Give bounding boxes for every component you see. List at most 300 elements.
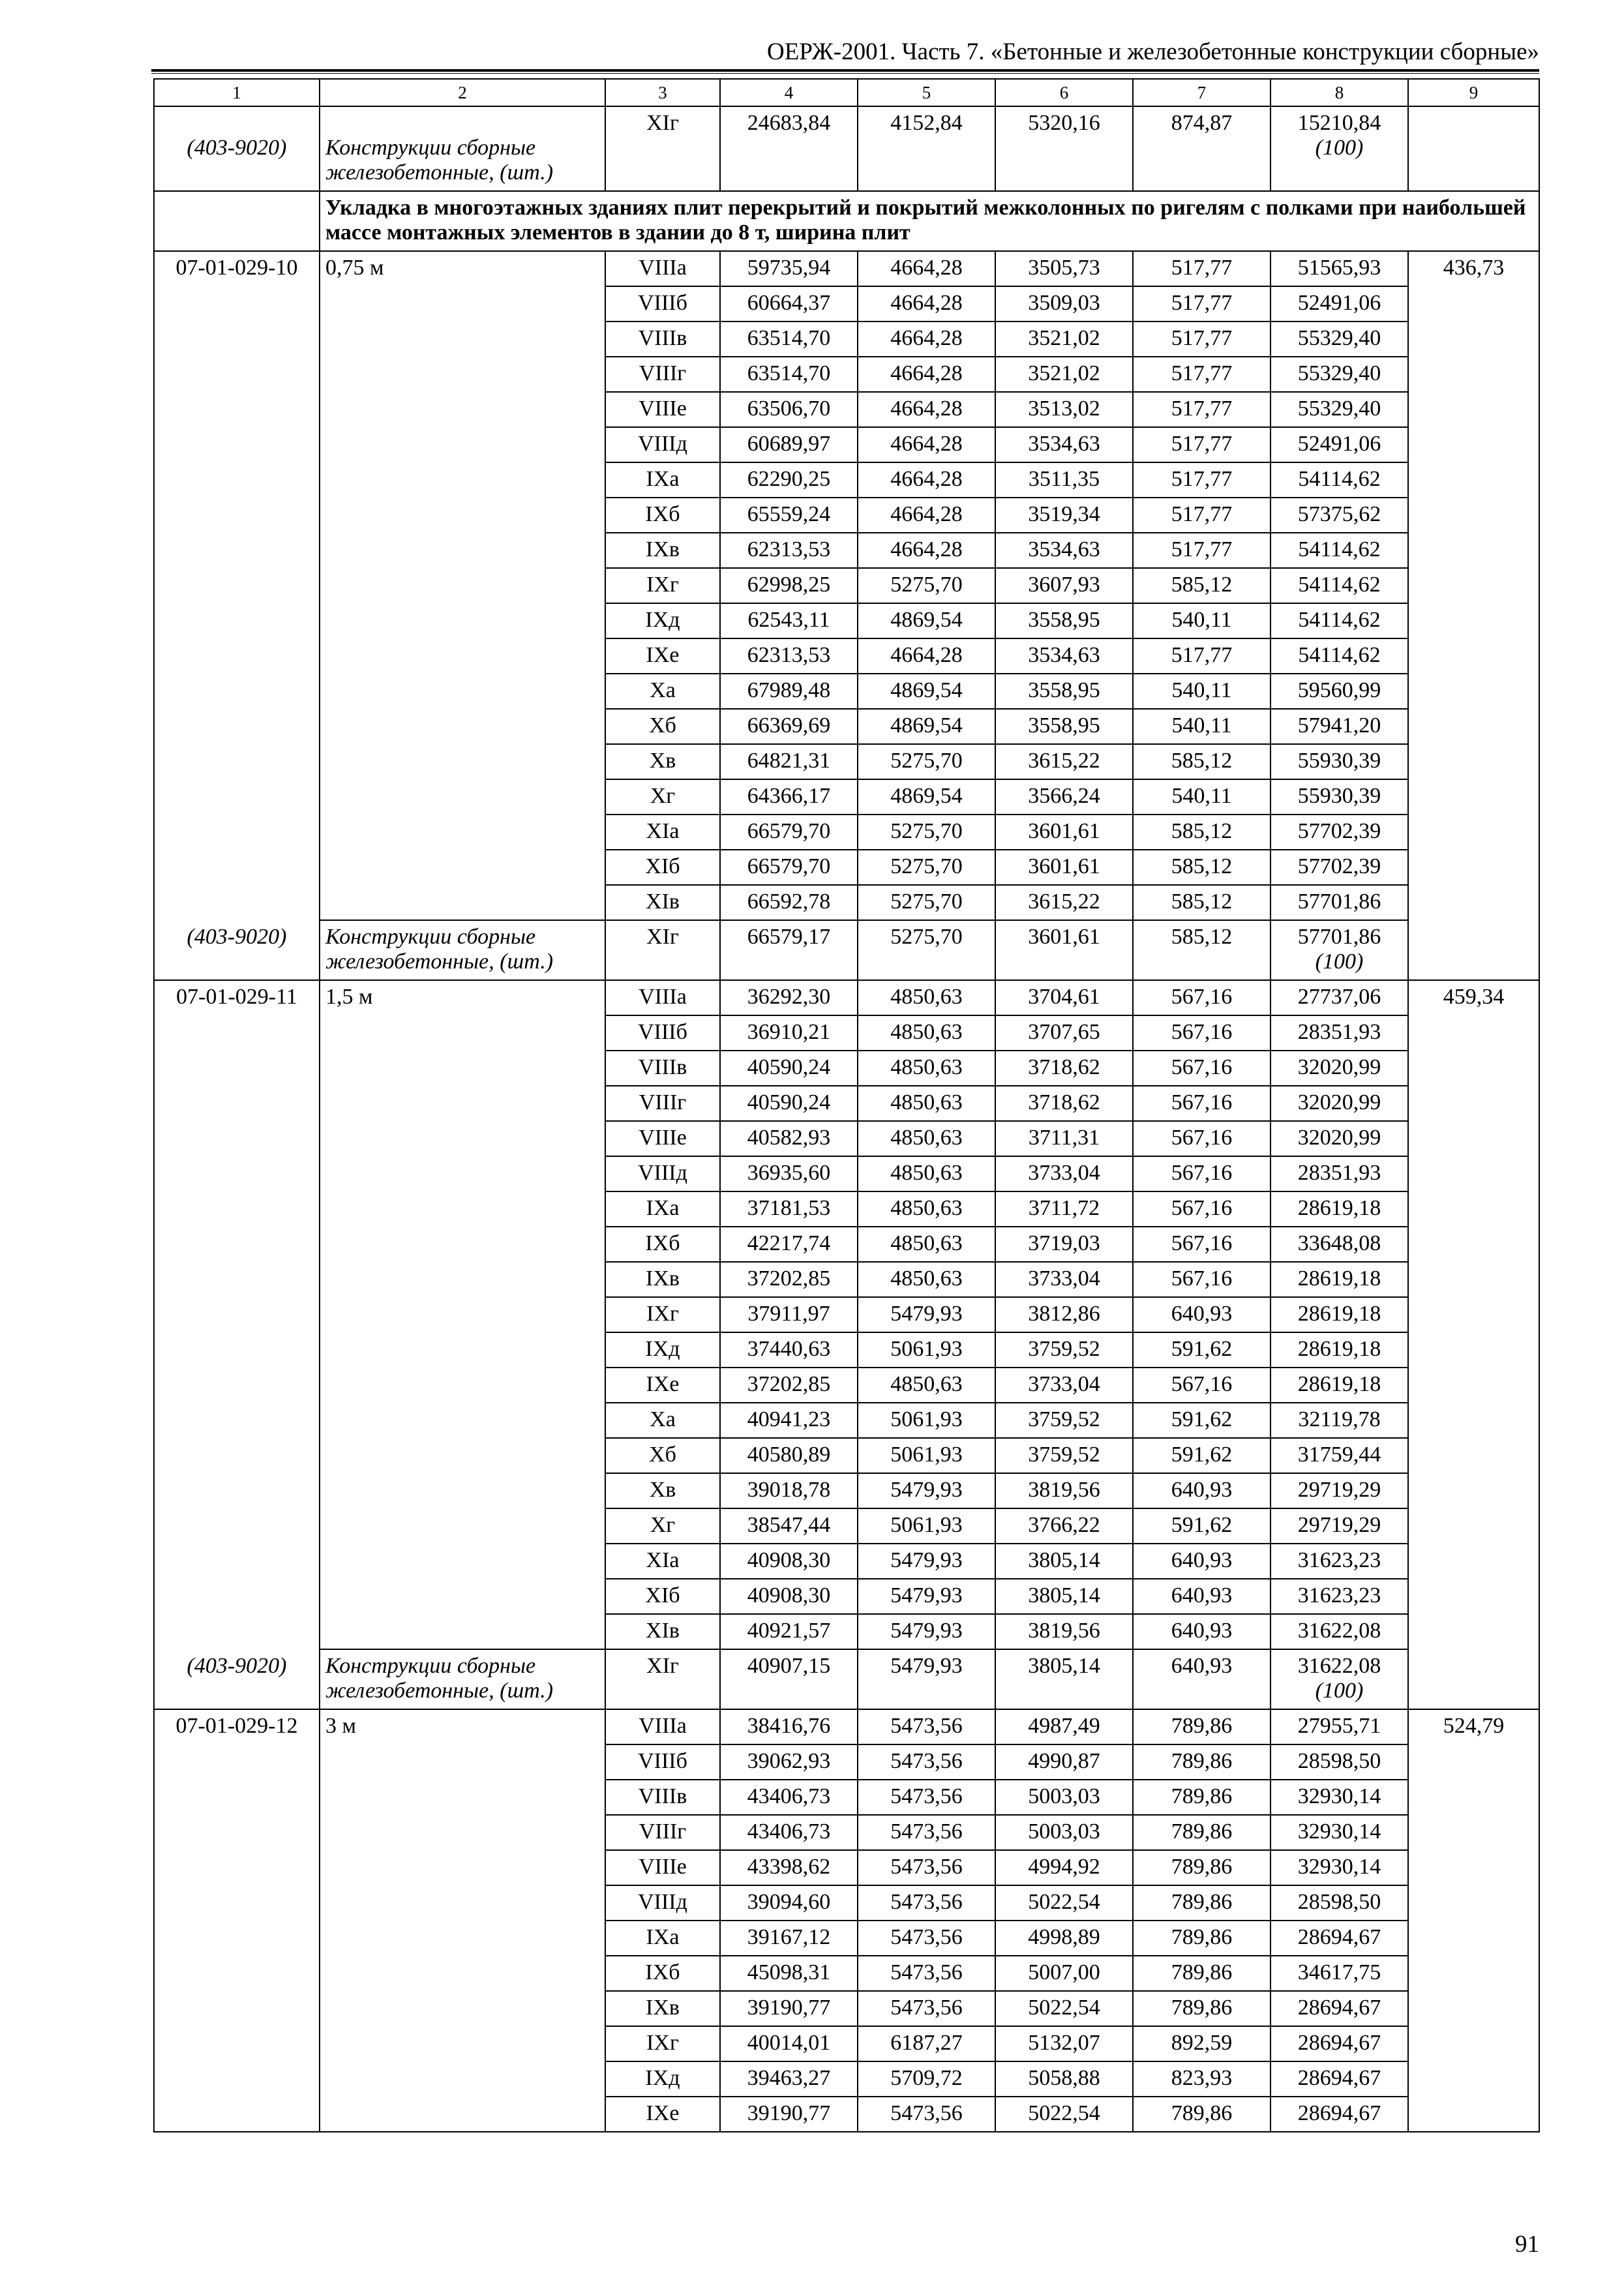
value-cell: 3759,52 [995,1403,1133,1438]
region-cell: XIг [605,1649,720,1709]
rate-name: 0,75 м [325,256,384,280]
value-cell: 39094,60 [720,1885,858,1921]
value-cell: 37202,85 [720,1262,858,1297]
region-cell: VIIIд [605,427,720,462]
value-cell: 54114,62 [1271,533,1408,568]
material-name-cell [320,1649,605,1709]
value-cell: 3719,03 [995,1227,1133,1262]
value-cell: 57375,62 [1271,498,1408,533]
region-cell: VIIIв [605,322,720,357]
value-cell: 585,12 [1133,815,1271,850]
region-cell: IXв [605,1991,720,2026]
value-cell: 3521,02 [995,357,1133,392]
value-cell: 27737,06 [1271,980,1408,1015]
value-cell: 67989,48 [720,674,858,709]
region-cell: IXв [605,533,720,568]
value-cell: 5132,07 [995,2026,1133,2061]
value-cell: 4998,89 [995,1921,1133,1956]
value-cell: 5061,93 [858,1508,995,1544]
value-cell: 591,62 [1133,1438,1271,1473]
value-cell: 789,86 [1133,1815,1271,1850]
value-cell: 4664,28 [858,498,995,533]
value: 57701,86 [1297,925,1381,949]
value-cell: 38547,44 [720,1508,858,1544]
value-cell: 5320,16 [995,106,1133,191]
region-cell: XIб [605,850,720,885]
region-cell: XIа [605,815,720,850]
value-cell: 5473,56 [858,1991,995,2026]
value-cell: 28694,67 [1271,2026,1408,2061]
value-cell: 32119,78 [1271,1403,1408,1438]
value-cell: 4990,87 [995,1744,1133,1780]
ref-code: (403-9020) [187,136,287,160]
value-cell: 3601,61 [995,815,1133,850]
value-cell: 3812,86 [995,1297,1133,1332]
region-cell: VIIIа [605,980,720,1015]
value-cell: 4987,49 [995,1709,1133,1744]
material-qty: (100) [1315,136,1364,160]
value-cell: 28619,18 [1271,1191,1408,1227]
value-cell: 60664,37 [720,286,858,322]
value-cell: 567,16 [1133,1191,1271,1227]
region-cell: IXа [605,1921,720,1956]
value-cell: 585,12 [1133,568,1271,603]
region-cell: Xб [605,709,720,744]
region-cell: IXб [605,498,720,533]
value-cell: 4850,63 [858,1121,995,1156]
value-cell: 5479,93 [858,1473,995,1508]
region-cell: XIг [605,920,720,980]
empty-cell [154,191,320,251]
value-cell: 517,77 [1133,638,1271,674]
value-cell: 4869,54 [858,709,995,744]
value-cell: 3805,14 [995,1649,1133,1709]
value-cell: 40908,30 [720,1544,858,1579]
value-cell: 39190,77 [720,2097,858,2132]
value-cell: 5473,56 [858,1850,995,1885]
rate-code-cell [154,1709,320,2132]
value-cell: 3607,93 [995,568,1133,603]
value-cell: 4850,63 [858,1051,995,1086]
value-cell: 5275,70 [858,920,995,980]
value-cell: 40590,24 [720,1051,858,1086]
value-cell: 585,12 [1133,885,1271,920]
region-cell: Xа [605,674,720,709]
carry-over-row [154,106,1539,191]
value-cell: 585,12 [1133,744,1271,779]
value-cell: 5275,70 [858,744,995,779]
value-cell: 517,77 [1133,498,1271,533]
region-cell: VIIIб [605,286,720,322]
value-cell: 517,77 [1133,462,1271,498]
region-cell: IXг [605,2026,720,2061]
value-cell: 32930,14 [1271,1815,1408,1850]
region-cell: VIIIа [605,251,720,286]
value-cell: 66592,78 [720,885,858,920]
value-cell: 45098,31 [720,1956,858,1991]
value-cell: 4664,28 [858,251,995,286]
value-cell: 66579,17 [720,920,858,980]
value-cell: 4850,63 [858,1262,995,1297]
value-cell: 4664,28 [858,638,995,674]
region-cell: VIIIд [605,1156,720,1191]
column-number-row [154,79,1539,106]
material-name: Конструкции сборные железобетонные, (шт.) [325,1654,554,1703]
region-cell: VIIIе [605,392,720,427]
value-cell: 5473,56 [858,1744,995,1780]
value-cell: 3558,95 [995,603,1133,638]
value-cell: 63506,70 [720,392,858,427]
value-cell: 54114,62 [1271,462,1408,498]
value-cell: 32930,14 [1271,1780,1408,1815]
region-cell: IXд [605,1332,720,1368]
value-cell: 640,93 [1133,1544,1271,1579]
value-cell: 31759,44 [1271,1438,1408,1473]
value-cell: 3759,52 [995,1438,1133,1473]
region-cell: Xб [605,1438,720,1473]
value-cell: 4850,63 [858,1156,995,1191]
value-cell: 28619,18 [1271,1297,1408,1332]
value-cell: 789,86 [1133,1921,1271,1956]
value-cell: 640,93 [1133,1649,1271,1709]
subheading-row [154,191,1539,251]
region-cell: Xг [605,1508,720,1544]
value-cell: 3819,56 [995,1473,1133,1508]
value-cell: 789,86 [1133,1780,1271,1815]
value-cell [1271,920,1408,980]
value-cell: 4869,54 [858,779,995,815]
value-cell: 3707,65 [995,1015,1133,1051]
value-cell: 66369,69 [720,709,858,744]
value-cell: 874,87 [1133,106,1271,191]
value-cell: 28351,93 [1271,1156,1408,1191]
value-cell: 517,77 [1133,357,1271,392]
value-cell: 57941,20 [1271,709,1408,744]
value-cell: 31623,23 [1271,1544,1408,1579]
value-cell: 5473,56 [858,1921,995,1956]
value-cell: 517,77 [1133,427,1271,462]
value-cell: 40907,15 [720,1649,858,1709]
rate-name-cell [320,980,605,1649]
value-cell: 3733,04 [995,1262,1133,1297]
col9-value-cell: 436,73 [1408,251,1539,980]
value-cell: 37440,63 [720,1332,858,1368]
value-cell: 39463,27 [720,2061,858,2097]
value-cell: 567,16 [1133,1227,1271,1262]
region-cell: IXг [605,1297,720,1332]
value-cell: 517,77 [1133,533,1271,568]
value-cell: 51565,93 [1271,251,1408,286]
rate-code: 07-01-029-10 [175,256,298,280]
value-cell: 63514,70 [720,322,858,357]
value-cell: 4994,92 [995,1850,1133,1885]
value-cell: 36935,60 [720,1156,858,1191]
value-cell: 640,93 [1133,1297,1271,1332]
value-cell: 66579,70 [720,850,858,885]
value-cell: 57702,39 [1271,850,1408,885]
value-cell: 567,16 [1133,1262,1271,1297]
region-cell: XIв [605,1614,720,1649]
value-cell: 789,86 [1133,2097,1271,2132]
value-cell: 4850,63 [858,980,995,1015]
value-cell: 32020,99 [1271,1121,1408,1156]
value-cell: 37911,97 [720,1297,858,1332]
region-cell: IXг [605,568,720,603]
value-cell: 3704,61 [995,980,1133,1015]
value-cell: 567,16 [1133,1121,1271,1156]
value-cell: 567,16 [1133,1015,1271,1051]
value-cell: 3733,04 [995,1368,1133,1403]
value-cell: 31623,23 [1271,1579,1408,1614]
value-cell: 4850,63 [858,1227,995,1262]
value-cell: 29719,29 [1271,1508,1408,1544]
value-cell: 37181,53 [720,1191,858,1227]
rate-code-cell [154,980,320,1709]
value-cell: 4664,28 [858,392,995,427]
carry-over-material-cell [320,106,605,191]
value-cell: 32930,14 [1271,1850,1408,1885]
value-cell: 4152,84 [858,106,995,191]
value-cell: 4850,63 [858,1368,995,1403]
ref-code: (403-9020) [187,1654,287,1678]
value-cell: 3505,73 [995,251,1133,286]
value-cell: 517,77 [1133,322,1271,357]
value-cell: 3805,14 [995,1544,1133,1579]
value-cell: 3615,22 [995,744,1133,779]
column-number: 4 [720,79,858,106]
value-cell: 3566,24 [995,779,1133,815]
value-cell: 517,77 [1133,392,1271,427]
value-cell: 892,59 [1133,2026,1271,2061]
col9-value-cell: 459,34 [1408,980,1539,1709]
value-cell: 55329,40 [1271,322,1408,357]
value-cell: 3766,22 [995,1508,1133,1544]
value-cell: 567,16 [1133,1051,1271,1086]
value-cell: 40908,30 [720,1579,858,1614]
region-cell: VIIIб [605,1015,720,1051]
value-cell: 28598,50 [1271,1885,1408,1921]
value-cell: 54114,62 [1271,638,1408,674]
material-name-cell [320,920,605,980]
region-cell: VIIIе [605,1850,720,1885]
value-cell: 789,86 [1133,1885,1271,1921]
value-cell: 4850,63 [858,1191,995,1227]
value-cell: 5058,88 [995,2061,1133,2097]
value: 31622,08 [1297,1654,1381,1678]
value-cell: 5479,93 [858,1649,995,1709]
value-cell: 3509,03 [995,286,1133,322]
value: 15210,84 [1297,111,1381,135]
value-cell: 62543,11 [720,603,858,638]
value-cell: 28694,67 [1271,2061,1408,2097]
value-cell: 39190,77 [720,1991,858,2026]
rate-row [154,1709,1539,1744]
rate-name-cell [320,1709,605,2132]
region-cell: IXа [605,462,720,498]
value-cell: 5473,56 [858,1815,995,1850]
value-cell: 62998,25 [720,568,858,603]
column-number: 1 [154,79,320,106]
value-cell: 62313,53 [720,638,858,674]
value-cell: 32020,99 [1271,1051,1408,1086]
column-number: 8 [1271,79,1408,106]
value-cell: 4869,54 [858,674,995,709]
value-cell: 4850,63 [858,1086,995,1121]
value-cell: 5003,03 [995,1780,1133,1815]
value-cell: 640,93 [1133,1579,1271,1614]
region-cell: IXв [605,1262,720,1297]
value-cell: 28619,18 [1271,1332,1408,1368]
value-cell: 5479,93 [858,1579,995,1614]
value-cell: 5022,54 [995,2097,1133,2132]
value-cell: 5479,93 [858,1297,995,1332]
value-cell: 5061,93 [858,1438,995,1473]
value-cell: 55930,39 [1271,744,1408,779]
value-cell: 55329,40 [1271,392,1408,427]
value-cell: 3718,62 [995,1086,1133,1121]
value-cell: 3733,04 [995,1156,1133,1191]
value-cell: 4664,28 [858,286,995,322]
value-cell: 567,16 [1133,1368,1271,1403]
value-cell: 585,12 [1133,850,1271,885]
value-cell: 64821,31 [720,744,858,779]
ref-code: (403-9020) [187,925,287,949]
value-cell: 3511,35 [995,462,1133,498]
value-cell: 3558,95 [995,674,1133,709]
value-cell: 5479,93 [858,1544,995,1579]
value-cell: 42217,74 [720,1227,858,1262]
value-cell: 54114,62 [1271,603,1408,638]
value-cell: 43398,62 [720,1850,858,1885]
value-cell: 5709,72 [858,2061,995,2097]
value-cell: 789,86 [1133,1850,1271,1885]
region-cell: VIIIв [605,1051,720,1086]
region-cell: Xв [605,744,720,779]
value-cell: 823,93 [1133,2061,1271,2097]
region-cell: IXе [605,2097,720,2132]
value-cell: 52491,06 [1271,286,1408,322]
column-number: 2 [320,79,605,106]
value-cell: 540,11 [1133,779,1271,815]
value-cell: 40582,93 [720,1121,858,1156]
value-cell: 4664,28 [858,462,995,498]
value-cell: 567,16 [1133,980,1271,1015]
value-cell: 39062,93 [720,1744,858,1780]
value-cell: 5473,56 [858,1956,995,1991]
value-cell: 59735,94 [720,251,858,286]
column-number: 5 [858,79,995,106]
rate-code-cell [154,251,320,980]
rate-name: 3 м [325,1714,357,1738]
value-cell: 31622,08 [1271,1614,1408,1649]
value-cell: 5061,93 [858,1332,995,1368]
region-cell: VIIIд [605,1885,720,1921]
value-cell: 57702,39 [1271,815,1408,850]
value-cell: 5479,93 [858,1614,995,1649]
material-name: Конструкции сборные железобетонные, (шт.) [325,925,554,974]
value-cell: 540,11 [1133,674,1271,709]
value-cell: 36292,30 [720,980,858,1015]
value-cell: 65559,24 [720,498,858,533]
value-cell: 3819,56 [995,1614,1133,1649]
value-cell: 36910,21 [720,1015,858,1051]
rate-row [154,980,1539,1015]
material-name: Конструкции сборные железобетонные, (шт.) [325,136,554,185]
value-cell: 28694,67 [1271,1921,1408,1956]
value-cell: 55930,39 [1271,779,1408,815]
value-cell: 37202,85 [720,1368,858,1403]
value-cell: 4869,54 [858,603,995,638]
region-cell: VIIIг [605,1815,720,1850]
value-cell: 5275,70 [858,850,995,885]
column-number: 6 [995,79,1133,106]
value-cell: 24683,84 [720,106,858,191]
value-cell [1271,106,1408,191]
value-cell: 4664,28 [858,533,995,568]
material-qty: (100) [1315,950,1364,974]
rate-code: 07-01-029-11 [176,985,297,1009]
region-cell: IXе [605,1368,720,1403]
col9-value-cell: 524,79 [1408,1709,1539,2132]
value-cell: 3759,52 [995,1332,1133,1368]
value-cell: 55329,40 [1271,357,1408,392]
value-cell: 3558,95 [995,709,1133,744]
value-cell: 5061,93 [858,1403,995,1438]
value-cell: 29719,29 [1271,1473,1408,1508]
value-cell: 43406,73 [720,1815,858,1850]
region-cell: Xа [605,1403,720,1438]
value-cell: 591,62 [1133,1508,1271,1544]
region-cell: Xг [605,779,720,815]
value-cell [1271,1649,1408,1709]
value-cell: 640,93 [1133,1473,1271,1508]
region-cell: IXд [605,2061,720,2097]
material-qty: (100) [1315,1679,1364,1703]
rate-row [154,251,1539,286]
value-cell: 3615,22 [995,885,1133,920]
region-cell: XIа [605,1544,720,1579]
value-cell: 567,16 [1133,1156,1271,1191]
value-cell: 3718,62 [995,1051,1133,1086]
region-cell: Xв [605,1473,720,1508]
value-cell: 39018,78 [720,1473,858,1508]
value-cell: 5473,56 [858,2097,995,2132]
column-number: 3 [605,79,720,106]
value-cell: 52491,06 [1271,427,1408,462]
value-cell: 591,62 [1133,1332,1271,1368]
value-cell: 540,11 [1133,603,1271,638]
region-cell: XIв [605,885,720,920]
value-cell: 789,86 [1133,1991,1271,2026]
value-cell: 28694,67 [1271,1991,1408,2026]
value-cell: 28619,18 [1271,1262,1408,1297]
value-cell: 3601,61 [995,920,1133,980]
column-number: 7 [1133,79,1271,106]
value-cell: 59560,99 [1271,674,1408,709]
value-cell: 789,86 [1133,1709,1271,1744]
value-cell: 789,86 [1133,1744,1271,1780]
value-cell: 5003,03 [995,1815,1133,1850]
value-cell: 28351,93 [1271,1015,1408,1051]
value-cell: 3711,72 [995,1191,1133,1227]
value-cell: 3534,63 [995,533,1133,568]
value-cell: 3519,34 [995,498,1133,533]
value-cell: 5473,56 [858,1709,995,1744]
value-cell: 5275,70 [858,815,995,850]
value-cell: 3601,61 [995,850,1133,885]
value-cell: 27955,71 [1271,1709,1408,1744]
region-cell: IXе [605,638,720,674]
